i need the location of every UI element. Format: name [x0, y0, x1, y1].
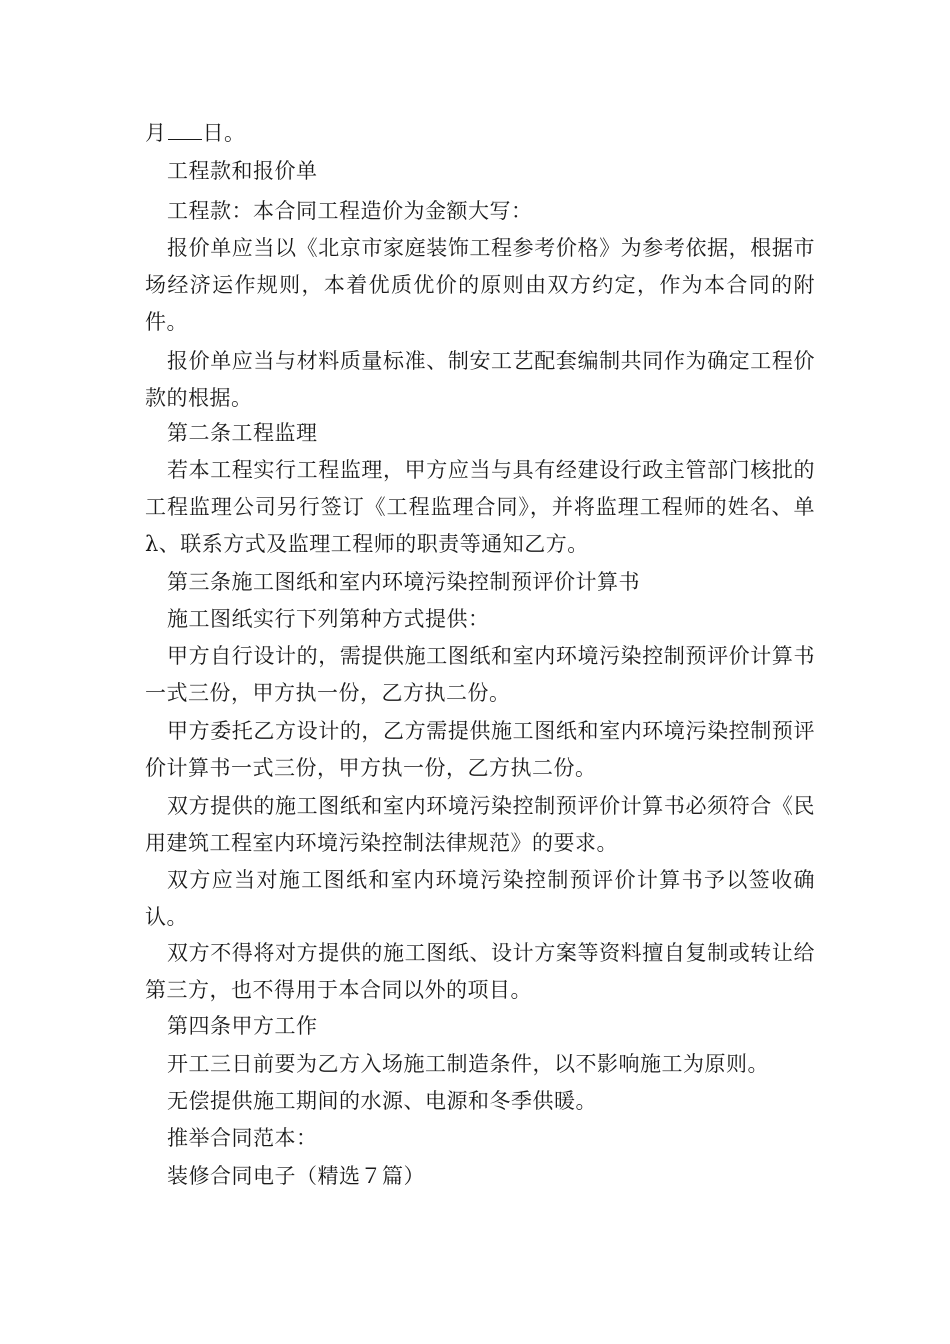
month-label: 月: [145, 121, 167, 145]
heading-article-4: 第四条甲方工作: [167, 1014, 318, 1038]
heading-payment-quote: 工程款和报价单: [167, 159, 318, 183]
paragraph-commissioned-design: 甲方委托乙方设计的，乙方需提供施工图纸和室内环境污染控制预评价计算书一式三份，甲方执一份，乙方执二份。: [145, 719, 815, 780]
heading-article-2: 第二条工程监理: [167, 421, 318, 445]
day-label: 日。: [202, 121, 246, 145]
heading-article-3: 第三条施工图纸和室内环境污染控制预评价计算书: [167, 570, 640, 594]
paragraph-payment-amount: 工程款：本合同工程造价为金额大写：: [167, 199, 533, 223]
paragraph-utilities: 无偿提供施工期间的水源、电源和冬季供暖。: [167, 1089, 597, 1113]
paragraph-recommend: 推举合同范本：: [167, 1126, 318, 1150]
paragraph-template-title: 装修合同电子（精选７篇）: [167, 1164, 425, 1188]
paragraph-quote-basis: 报价单应当以《北京市家庭装饰工程参考价格》为参考依据，根据市场经济运作规则，本着优质优价的原则由双方约定，作为本合同的附件。: [145, 236, 815, 334]
paragraph-standards-compliance: 双方提供的施工图纸和室内环境污染控制预评价计算书必须符合《民用建筑工程室内环境污染控制法律规范》的要求。: [145, 794, 815, 855]
day-blank: [168, 138, 202, 140]
date-line: [145, 115, 815, 152]
paragraph-supervision: 若本工程实行工程监理，甲方应当与具有经建设行政主管部门核批的工程监理公司另行签订《工程监理合同》，并将监理工程师的姓名、单λ、联系方式及监理工程师的职责等通知乙方。: [145, 458, 815, 556]
paragraph-self-design: 甲方自行设计的，需提供施工图纸和室内环境污染控制预评价计算书一式三份，甲方执一份，乙方执二份。: [145, 644, 815, 705]
paragraph-confidentiality: 双方不得将对方提供的施工图纸、设计方案等资料擅自复制或转让给第三方，也不得用于本合同以外的项目。: [145, 941, 815, 1002]
paragraph-drawing-method: 施工图纸实行下列第种方式提供：: [167, 607, 490, 631]
paragraph-quote-standard: 报价单应当与材料质量标准、制安工艺配套编制共同作为确定工程价款的根据。: [145, 349, 815, 410]
paragraph-signoff: 双方应当对施工图纸和室内环境污染控制预评价计算书予以签收确认。: [145, 868, 815, 929]
paragraph-site-prep: 开工三日前要为乙方入场施工制造条件，以不影响施工为原则。: [167, 1052, 769, 1076]
